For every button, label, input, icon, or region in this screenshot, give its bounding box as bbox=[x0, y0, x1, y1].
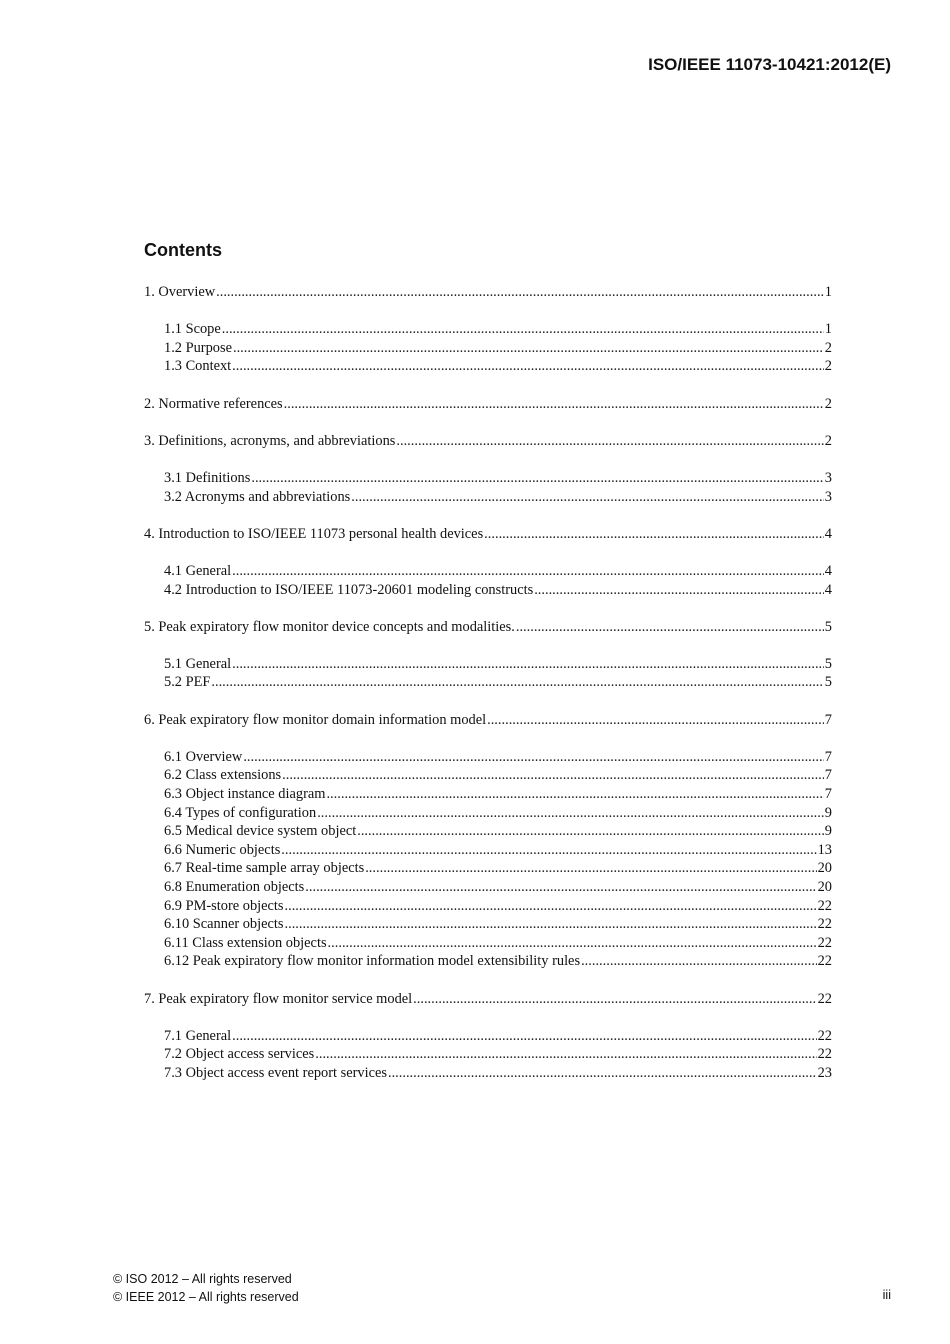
toc-leader-dots bbox=[487, 711, 824, 730]
document-id: ISO/IEEE 11073-10421:2012(E) bbox=[648, 55, 891, 74]
toc-entry-page: 9 bbox=[824, 804, 832, 821]
toc-leader-dots bbox=[413, 990, 816, 1009]
toc-entry[interactable] bbox=[144, 488, 832, 507]
page-number: iii bbox=[882, 1288, 891, 1302]
table-of-contents bbox=[144, 283, 832, 1083]
toc-entry-page: 4 bbox=[824, 562, 832, 579]
toc-entry-title: 1.3 Context bbox=[164, 358, 232, 375]
toc-entry-page: 22 bbox=[817, 990, 832, 1007]
toc-entry-title: 6.9 PM-store objects bbox=[164, 897, 284, 914]
toc-entry[interactable] bbox=[144, 859, 832, 878]
toc-leader-dots bbox=[396, 432, 823, 451]
toc-entry-title: 6.12 Peak expiratory flow monitor information model extensibility rules bbox=[164, 953, 581, 970]
toc-entry[interactable] bbox=[144, 581, 832, 600]
toc-leader-dots bbox=[284, 395, 824, 414]
toc-entry-page: 22 bbox=[817, 1027, 832, 1044]
toc-entry-page: 1 bbox=[824, 321, 832, 338]
toc-leader-dots bbox=[484, 525, 824, 544]
toc-entry-title: 6.10 Scanner objects bbox=[164, 916, 284, 933]
toc-entry-page: 20 bbox=[817, 879, 832, 895]
toc-entry-title: 6.6 Numeric objects bbox=[164, 841, 281, 858]
toc-entry[interactable] bbox=[144, 952, 832, 971]
toc-entry-title: 3.1 Definitions bbox=[164, 469, 251, 486]
toc-leader-dots bbox=[326, 785, 823, 804]
toc-entry-page: 13 bbox=[817, 841, 832, 858]
footer-copyright bbox=[113, 1270, 299, 1306]
toc-leader-dots bbox=[232, 357, 824, 376]
toc-entry-title: 7. Peak expiratory flow monitor service model bbox=[144, 990, 413, 1007]
toc-entry-title: 7.3 Object access event report services bbox=[164, 1064, 387, 1081]
toc-entry[interactable] bbox=[144, 711, 832, 730]
toc-entry-page: 22 bbox=[817, 953, 832, 970]
toc-leader-dots bbox=[305, 878, 816, 897]
toc-entry-page: 2 bbox=[824, 358, 832, 375]
toc-entry-page: 4 bbox=[824, 525, 832, 542]
toc-entry-page: 1 bbox=[824, 284, 832, 300]
toc-entry[interactable] bbox=[144, 357, 832, 376]
toc-leader-dots bbox=[211, 673, 823, 692]
toc-leader-dots bbox=[351, 488, 824, 507]
toc-entry[interactable] bbox=[144, 748, 832, 767]
toc-entry[interactable] bbox=[144, 897, 832, 916]
toc-entry-page: 7 bbox=[824, 786, 832, 803]
toc-entry[interactable] bbox=[144, 469, 832, 488]
toc-entry-page: 2 bbox=[824, 339, 832, 356]
page-title: Contents bbox=[144, 240, 222, 260]
toc-entry-page: 22 bbox=[817, 1046, 832, 1063]
toc-entry-title: 6.5 Medical device system object bbox=[164, 823, 357, 840]
toc-entry-page: 3 bbox=[824, 469, 832, 486]
toc-leader-dots bbox=[516, 618, 824, 637]
toc-leader-dots bbox=[232, 655, 824, 674]
toc-entry[interactable] bbox=[144, 822, 832, 841]
toc-entry[interactable] bbox=[144, 1045, 832, 1064]
toc-entry-title: 6.7 Real-time sample array objects bbox=[164, 860, 365, 877]
toc-entry-title: 6.11 Class extension objects bbox=[164, 934, 327, 951]
toc-entry-page: 9 bbox=[824, 823, 832, 840]
toc-entry[interactable] bbox=[144, 432, 832, 451]
toc-entry[interactable] bbox=[144, 934, 832, 953]
toc-entry-title: 6.1 Overview bbox=[164, 748, 243, 765]
toc-entry[interactable] bbox=[144, 804, 832, 823]
toc-leader-dots bbox=[222, 320, 824, 339]
toc-entry-page: 3 bbox=[824, 488, 832, 505]
toc-entry-page: 23 bbox=[817, 1064, 832, 1081]
toc-entry[interactable] bbox=[144, 673, 832, 692]
toc-entry-title: 6.3 Object instance diagram bbox=[164, 786, 326, 803]
toc-entry-page: 22 bbox=[817, 897, 832, 914]
toc-entry-title: 1. Overview bbox=[144, 284, 216, 300]
toc-entry[interactable] bbox=[144, 1064, 832, 1083]
toc-entry-title: 3. Definitions, acronyms, and abbreviations bbox=[144, 432, 396, 449]
toc-leader-dots bbox=[285, 915, 817, 934]
toc-leader-dots bbox=[357, 822, 824, 841]
toc-entry-title: 1.2 Purpose bbox=[164, 339, 232, 356]
toc-entry-page: 7 bbox=[824, 711, 832, 728]
toc-entry-page: 7 bbox=[824, 748, 832, 765]
toc-leader-dots bbox=[315, 1045, 816, 1064]
toc-entry[interactable] bbox=[144, 655, 832, 674]
toc-leader-dots bbox=[216, 283, 824, 302]
toc-entry[interactable] bbox=[144, 395, 832, 414]
toc-entry-page: 5 bbox=[824, 655, 832, 672]
toc-entry[interactable] bbox=[144, 525, 832, 544]
toc-entry-title: 4. Introduction to ISO/IEEE 11073 personal health devices bbox=[144, 525, 484, 542]
toc-entry[interactable] bbox=[144, 562, 832, 581]
toc-entry-page: 2 bbox=[824, 432, 832, 449]
toc-entry-page: 22 bbox=[817, 934, 832, 951]
toc-entry-title: 7.1 General bbox=[164, 1027, 232, 1044]
toc-entry[interactable] bbox=[144, 878, 832, 897]
toc-entry-page: 22 bbox=[817, 916, 832, 933]
toc-leader-dots bbox=[232, 562, 824, 581]
toc-leader-dots bbox=[388, 1064, 817, 1083]
toc-leader-dots bbox=[317, 804, 824, 823]
toc-leader-dots bbox=[233, 339, 824, 358]
toc-entry-page: 7 bbox=[824, 767, 832, 784]
toc-entry[interactable] bbox=[144, 990, 832, 1009]
toc-entry-title: 6.8 Enumeration objects bbox=[164, 879, 305, 895]
toc-entry-title: 6. Peak expiratory flow monitor domain information model bbox=[144, 711, 487, 728]
toc-entry[interactable] bbox=[144, 766, 832, 785]
toc-leader-dots bbox=[281, 841, 816, 860]
toc-entry[interactable] bbox=[144, 320, 832, 339]
toc-entry-title: 3.2 Acronyms and abbreviations bbox=[164, 488, 351, 505]
toc-entry-title: 5. Peak expiratory flow monitor device concepts and modalities. bbox=[144, 618, 515, 635]
toc-entry-page: 20 bbox=[817, 860, 832, 877]
toc-entry[interactable] bbox=[144, 283, 832, 302]
toc-entry-page: 5 bbox=[824, 674, 832, 691]
toc-leader-dots bbox=[285, 897, 817, 916]
ieee-copyright: © IEEE 2012 – All rights reserved bbox=[113, 1290, 299, 1304]
toc-entry[interactable] bbox=[144, 618, 832, 637]
toc-entry[interactable] bbox=[144, 785, 832, 804]
toc-leader-dots bbox=[581, 952, 817, 971]
toc-entry[interactable] bbox=[144, 1027, 832, 1046]
toc-entry-title: 6.2 Class extensions bbox=[164, 767, 282, 784]
toc-entry-title: 5.1 General bbox=[164, 655, 232, 672]
toc-leader-dots bbox=[328, 934, 817, 953]
toc-leader-dots bbox=[251, 469, 823, 488]
toc-entry[interactable] bbox=[144, 915, 832, 934]
toc-entry[interactable] bbox=[144, 339, 832, 358]
toc-leader-dots bbox=[243, 748, 823, 767]
toc-leader-dots bbox=[232, 1027, 816, 1046]
toc-entry-title: 4.1 General bbox=[164, 562, 232, 579]
toc-entry-page: 5 bbox=[824, 618, 832, 635]
toc-entry-title: 6.4 Types of configuration bbox=[164, 804, 317, 821]
toc-entry-page: 4 bbox=[824, 581, 832, 598]
toc-leader-dots bbox=[365, 859, 816, 878]
toc-entry[interactable] bbox=[144, 841, 832, 860]
toc-entry-title: 5.2 PEF bbox=[164, 674, 211, 691]
toc-entry-title: 1.1 Scope bbox=[164, 321, 221, 338]
toc-leader-dots bbox=[534, 581, 824, 600]
iso-copyright: © ISO 2012 – All rights reserved bbox=[113, 1272, 292, 1286]
toc-entry-title: 4.2 Introduction to ISO/IEEE 11073-20601 modeling constructs bbox=[164, 581, 534, 598]
toc-entry-page: 2 bbox=[824, 395, 832, 412]
toc-entry-title: 7.2 Object access services bbox=[164, 1046, 315, 1063]
toc-leader-dots bbox=[282, 766, 824, 785]
toc-entry-title: 2. Normative references bbox=[144, 395, 283, 412]
